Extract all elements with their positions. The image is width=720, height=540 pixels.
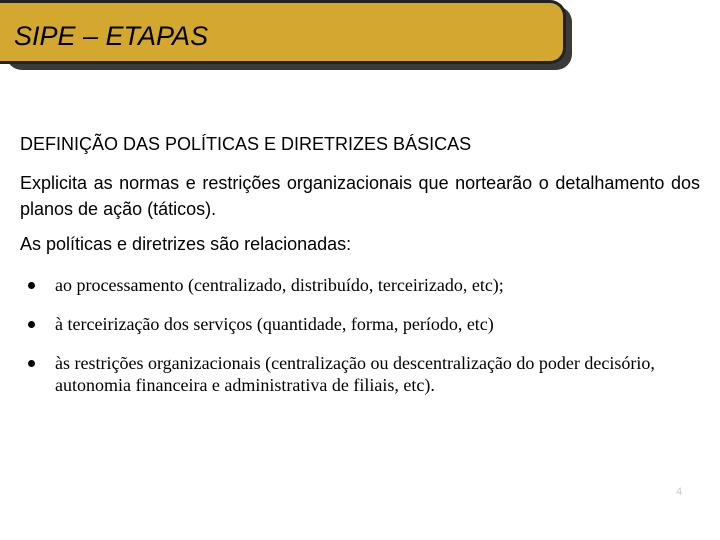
list-item [28,352,696,396]
list-item-text: à terceirização dos serviços (quantidade, forma, período, etc) [55,314,494,334]
list-item [28,274,696,296]
section-heading: DEFINIÇÃO DAS POLÍTICAS E DIRETRIZES BÁSICAS [20,134,472,154]
slide-title: SIPE – ETAPAS [14,21,209,51]
list-item [28,313,696,335]
page-number: 4 [676,486,683,498]
bullet-icon [28,360,35,367]
list-item-text: às restrições organizacionais (centralização ou descentralização do poder decisório, autonomia financeira e administrativa de filiais, etc). [55,353,655,395]
title-banner-box [0,0,566,64]
description-paragraph: Explicita as normas e restrições organizacionais que nortearão o detalhamento dos planos de ação (táticos). [20,173,700,219]
list-intro: As políticas e diretrizes são relacionadas: [20,234,352,254]
bullet-icon [28,282,35,289]
bullet-icon [28,321,35,328]
bullet-list [28,274,696,413]
list-item-text: ao processamento (centralizado, distribuído, terceirizado, etc); [55,275,504,295]
title-banner [0,0,580,80]
